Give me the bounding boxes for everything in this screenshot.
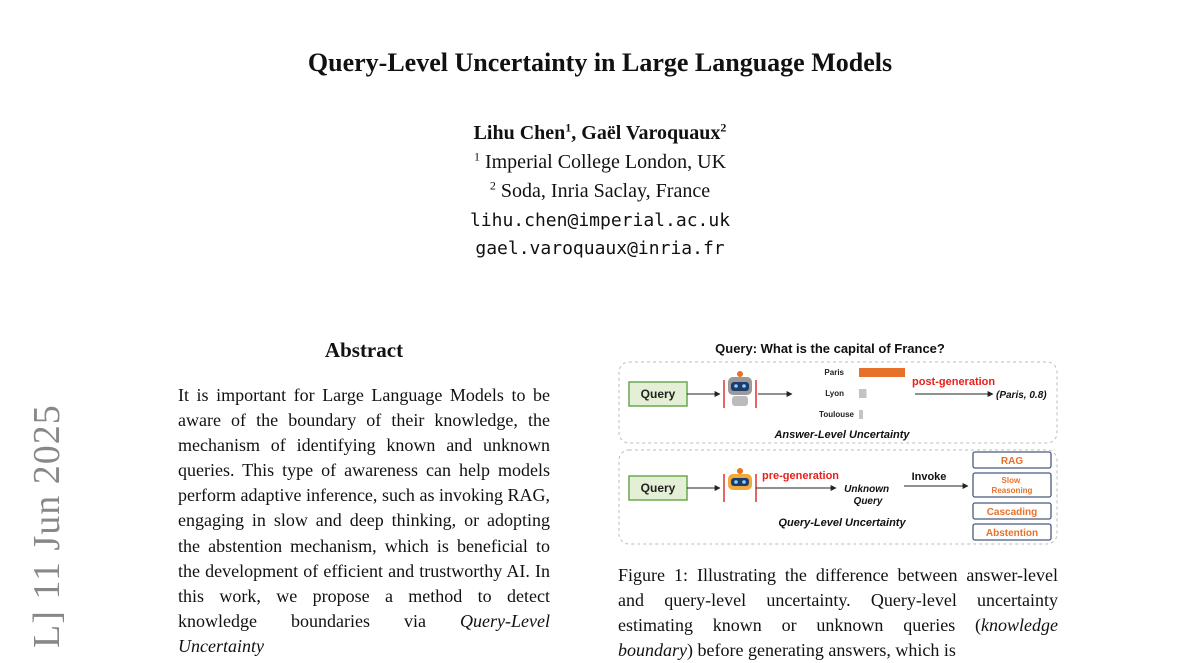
robot-icon (724, 371, 756, 408)
pre-generation-label: pre-generation (762, 470, 840, 482)
affiliation-marker: 2 (489, 178, 496, 193)
unknown-query-label (844, 484, 892, 507)
caption-text: ) before generating answers, which is (687, 640, 956, 660)
action-label-line: Reasoning (991, 486, 1033, 495)
caption-label: Figure 1: (618, 565, 688, 585)
author-line (0, 122, 1200, 145)
affiliation (0, 151, 1200, 174)
answer-bar (859, 389, 866, 398)
action-label: Abstention (985, 528, 1039, 539)
affiliation-marker: 1 (565, 120, 572, 135)
unknown-query-line: Query (853, 496, 883, 507)
figure-caption (618, 563, 1058, 663)
post-generation-label: post-generation (912, 376, 996, 388)
action-label: Cascading (986, 507, 1038, 518)
caption-text: Illustrating the difference between answer-level and query-level uncertainty. Query-level uncertainty estimating known or unknown queries ( (618, 565, 1059, 635)
figure-query-title: Query: What is the capital of France? (715, 341, 945, 356)
answer-label: Toulouse (819, 410, 854, 419)
post-result: (Paris, 0.8) (996, 390, 1047, 401)
affiliation-text: Soda, Inria Saclay, France (500, 180, 711, 202)
answer-label: Paris (824, 368, 844, 377)
paper-title: Query-Level Uncertainty in Large Language Models (307, 48, 893, 77)
robot-icon (724, 468, 756, 502)
query-level-caption: Query-Level Uncertainty (778, 517, 906, 529)
abstract-emphasis: Query-Level Uncertainty (178, 610, 550, 656)
unknown-query-line: Unknown (844, 484, 890, 495)
abstract-body (178, 383, 550, 659)
author-name: Gaël Varoquaux (581, 122, 721, 144)
affiliation-text: Imperial College London, UK (484, 151, 727, 173)
author-separator: , (571, 122, 582, 144)
answer-level-caption: Answer-Level Uncertainty (774, 429, 910, 441)
answer-bar (859, 410, 863, 419)
query-box-label: Query (640, 387, 676, 401)
caption-emphasis: knowledge boundary (618, 615, 1058, 660)
query-box-label: Query (640, 481, 676, 495)
email: lihu.chen@imperial.ac.uk (469, 210, 731, 231)
affiliation-marker: 2 (720, 120, 727, 135)
figure-diagram (612, 336, 1062, 548)
action-label-line: Slow (1001, 476, 1021, 485)
affiliation (0, 180, 1200, 203)
action-label: RAG (1000, 456, 1024, 467)
affiliation-marker: 1 (473, 149, 480, 164)
email: gael.varoquaux@inria.fr (475, 238, 725, 259)
abstract-text: It is important for Large Language Models to be aware of the boundary of their knowledge, the mechanism of identifying known and unknown queries. This type of awareness can help models perform adaptive inference, such as invoking RAG, engaging in slow and deep thinking, or adopting the abstention mechanism, which is beneficial to the development of efficient and trustworthy AI. In this work, we propose a method to detect knowledge boundaries via (178, 385, 550, 631)
figure-1 (612, 336, 1062, 548)
answer-bar (859, 368, 905, 377)
invoke-label: Invoke (911, 471, 947, 483)
answer-label: Lyon (825, 389, 844, 398)
abstract-heading: Abstract (324, 338, 404, 362)
author-name: Lihu Chen (473, 122, 566, 144)
arxiv-stamp: L] 11 Jun 2025 (26, 404, 68, 648)
